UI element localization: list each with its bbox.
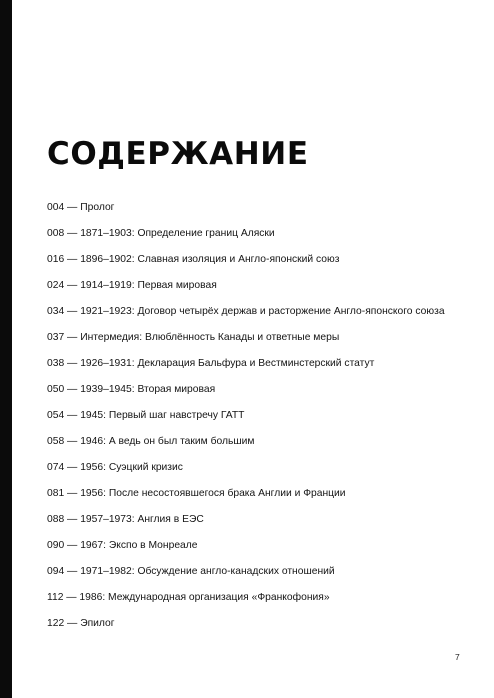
toc-entry: 081 — 1956: После несостоявшегося брака Англии и Франции: [47, 488, 346, 499]
page-number: 7: [455, 652, 460, 662]
toc-entry: 024 — 1914–1919: Первая мировая: [47, 280, 217, 291]
toc-entry: 034 — 1921–1923: Договор четырёх держав и расторжение Англо-японского союза: [47, 306, 445, 317]
toc-entry: 090 — 1967: Экспо в Монреале: [47, 540, 198, 551]
page-title: СОДЕРЖАНИЕ: [47, 136, 309, 172]
toc-entry: 016 — 1896–1902: Славная изоляция и Англо-японский союз: [47, 254, 340, 265]
toc-entry: 037 — Интермедия: Влюблённость Канады и ответные меры: [47, 332, 340, 343]
toc-entry: 050 — 1939–1945: Вторая мировая: [47, 384, 216, 395]
toc-entry: 074 — 1956: Суэцкий кризис: [47, 462, 183, 473]
toc-entry: 004 — Пролог: [47, 202, 115, 213]
toc-entry: 088 — 1957–1973: Англия в ЕЭС: [47, 514, 204, 525]
side-bar-decoration: [0, 0, 12, 698]
toc-entry: 054 — 1945: Первый шаг навстречу ГАТТ: [47, 410, 245, 421]
toc-entry: 094 — 1971–1982: Обсуждение англо-канадских отношений: [47, 566, 335, 577]
toc-entry: 038 — 1926–1931: Декларация Бальфура и Вестминстерский статут: [47, 358, 375, 369]
toc-entry: 058 — 1946: А ведь он был таким большим: [47, 436, 255, 447]
toc-entry: 008 — 1871–1903: Определение границ Аляски: [47, 228, 275, 239]
toc-entry: 112 — 1986: Международная организация «Франкофония»: [47, 592, 330, 603]
toc-entry: 122 — Эпилог: [47, 618, 115, 629]
table-of-contents: [47, 199, 487, 641]
